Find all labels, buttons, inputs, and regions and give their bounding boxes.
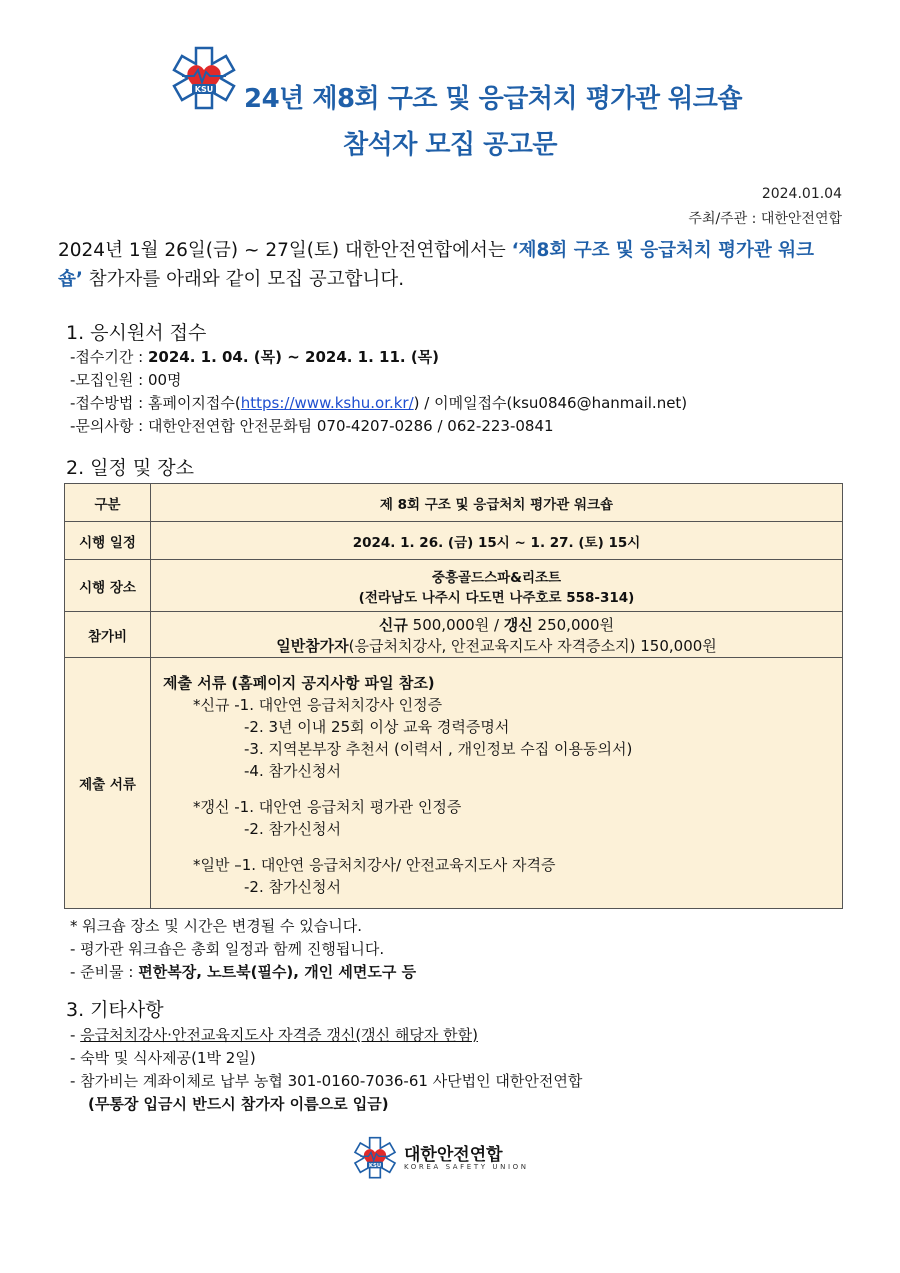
fee-label: 참가비	[65, 612, 151, 658]
contact-info: -문의사항 : 대한안전연합 안전문화팀 070-4207-0286 / 062-223-0841	[70, 417, 554, 435]
place-address: (전라남도 나주시 다도면 나주호로 558-314)	[358, 589, 635, 606]
table-row	[65, 612, 843, 658]
intro-paragraph	[58, 236, 838, 294]
schedule-table	[64, 483, 843, 909]
page-title: 24년 제8회 구조 및 응급처치 평가관 워크숍	[244, 84, 742, 114]
fee-general-label: 일반참가자	[276, 636, 349, 655]
method-prefix: -접수방법 : 홈페이지접수(	[70, 394, 241, 412]
footer-logo-text: KSU	[368, 1163, 382, 1169]
section3-title: 3. 기타사항	[66, 999, 164, 1021]
table-row	[65, 484, 843, 522]
fee-new-value: 500,000원 /	[407, 615, 504, 634]
section2-title: 2. 일정 및 장소	[66, 457, 195, 479]
footer-org-name-en: KOREA SAFETY UNION	[404, 1163, 529, 1171]
docs-label: 제출 서류	[65, 658, 151, 909]
intro-text-2: 참가자를 아래와 같이 모집 공고합니다.	[82, 269, 405, 290]
fee-renew-label: 갱신	[503, 615, 533, 634]
fee-new-label: 신규	[378, 615, 408, 634]
category-label: 구분	[65, 484, 151, 522]
place-value	[151, 560, 843, 612]
docs-renew-2: -2. 참가신청서	[244, 820, 341, 838]
fee-general-value: (응급처치강사, 안전교육지도사 자격증소지) 150,000원	[348, 636, 717, 655]
docs-new-4: -4. 참가신청서	[244, 762, 341, 780]
application-period	[70, 346, 439, 367]
docs-general-2: -2. 참가신청서	[244, 878, 341, 896]
fee-renew-value: 250,000원	[532, 615, 615, 634]
schedule-label: 시행 일정	[65, 522, 151, 560]
place-name: 중흥골드스파&리조트	[431, 569, 562, 586]
document-date: 2024.01.04	[761, 186, 842, 202]
docs-heading: 제출 서류 (홈페이지 공지사항 파일 참조)	[163, 674, 435, 692]
docs-new-2: -2. 3년 이내 25회 이상 교육 경력증명서	[244, 718, 510, 736]
logo-text: KSU	[194, 85, 214, 94]
etc-item-1	[70, 1024, 478, 1045]
table-row	[65, 560, 843, 612]
period-value: 2024. 1. 04. (목) ~ 2024. 1. 11. (목)	[147, 348, 440, 366]
ksu-logo-icon	[170, 44, 238, 110]
category-value: 제 8회 구조 및 응급처치 평가관 워크숍	[151, 484, 843, 522]
application-method	[70, 392, 687, 413]
fee-line-2	[151, 635, 842, 656]
note-general-meeting: - 평가관 워크숍은 총회 일정과 함께 진행됩니다.	[70, 940, 385, 958]
fee-value	[151, 612, 843, 658]
table-row	[65, 658, 843, 909]
fee-line-1	[151, 614, 842, 635]
schedule-value: 2024. 1. 26. (금) 15시 ~ 1. 27. (토) 15시	[151, 522, 843, 560]
place-label: 시행 장소	[65, 560, 151, 612]
homepage-link[interactable]: https://www.kshu.or.kr/	[240, 394, 414, 412]
etc-item-1-text: 응급처치강사·안전교육지도사 자격증 갱신(갱신 해당자 한함)	[80, 1026, 478, 1044]
page-subtitle: 참석자 모집 공고문	[342, 130, 558, 160]
table-row	[65, 522, 843, 560]
section1-title: 1. 응시원서 접수	[66, 322, 207, 344]
note-change: * 워크숍 장소 및 시간은 변경될 수 있습니다.	[70, 917, 362, 935]
docs-renew-1: *갱신 -1. 대안연 응급처치 평가관 인정증	[193, 798, 462, 816]
etc-item-4: (무통장 입금시 반드시 참가자 이름으로 입금)	[88, 1095, 389, 1113]
docs-value	[151, 658, 843, 909]
docs-new-1: *신규 -1. 대안연 응급처치강사 인정증	[193, 696, 443, 714]
etc-item-2: - 숙박 및 식사제공(1박 2일)	[70, 1049, 256, 1067]
intro-highlight: ‘제8회 구조 및 응급처치 평가관 워크숍’	[58, 240, 814, 290]
intro-text-1: 2024년 1월 26일(금) ~ 27일(토) 대한안전연합에서는	[58, 240, 512, 261]
organizer-line: 주최/주관 : 대한안전연합	[688, 211, 842, 227]
recruit-quota: -모집인원 : 00명	[70, 371, 182, 389]
period-label: -접수기간 :	[70, 348, 148, 366]
supplies-label: - 준비물 :	[70, 963, 139, 981]
docs-general-1: *일반 –1. 대안연 응급처치강사/ 안전교육지도사 자격증	[193, 856, 556, 874]
note-supplies	[70, 961, 416, 982]
etc-item-3: - 참가비는 계좌이체로 납부 농협 301-0160-7036-61 사단법인 대한안전연합	[70, 1072, 583, 1090]
etc-item-1-prefix: -	[70, 1026, 81, 1044]
method-suffix: ) / 이메일접수(ksu0846@hanmail.net)	[413, 394, 688, 412]
docs-new-3: -3. 지역본부장 추천서 (이력서 , 개인정보 수집 이용동의서)	[244, 740, 633, 758]
supplies-value: 편한복장, 노트북(필수), 개인 세면도구 등	[138, 963, 417, 981]
footer-logo-icon	[352, 1135, 398, 1179]
footer-org-name: 대한안전연합	[404, 1145, 503, 1165]
